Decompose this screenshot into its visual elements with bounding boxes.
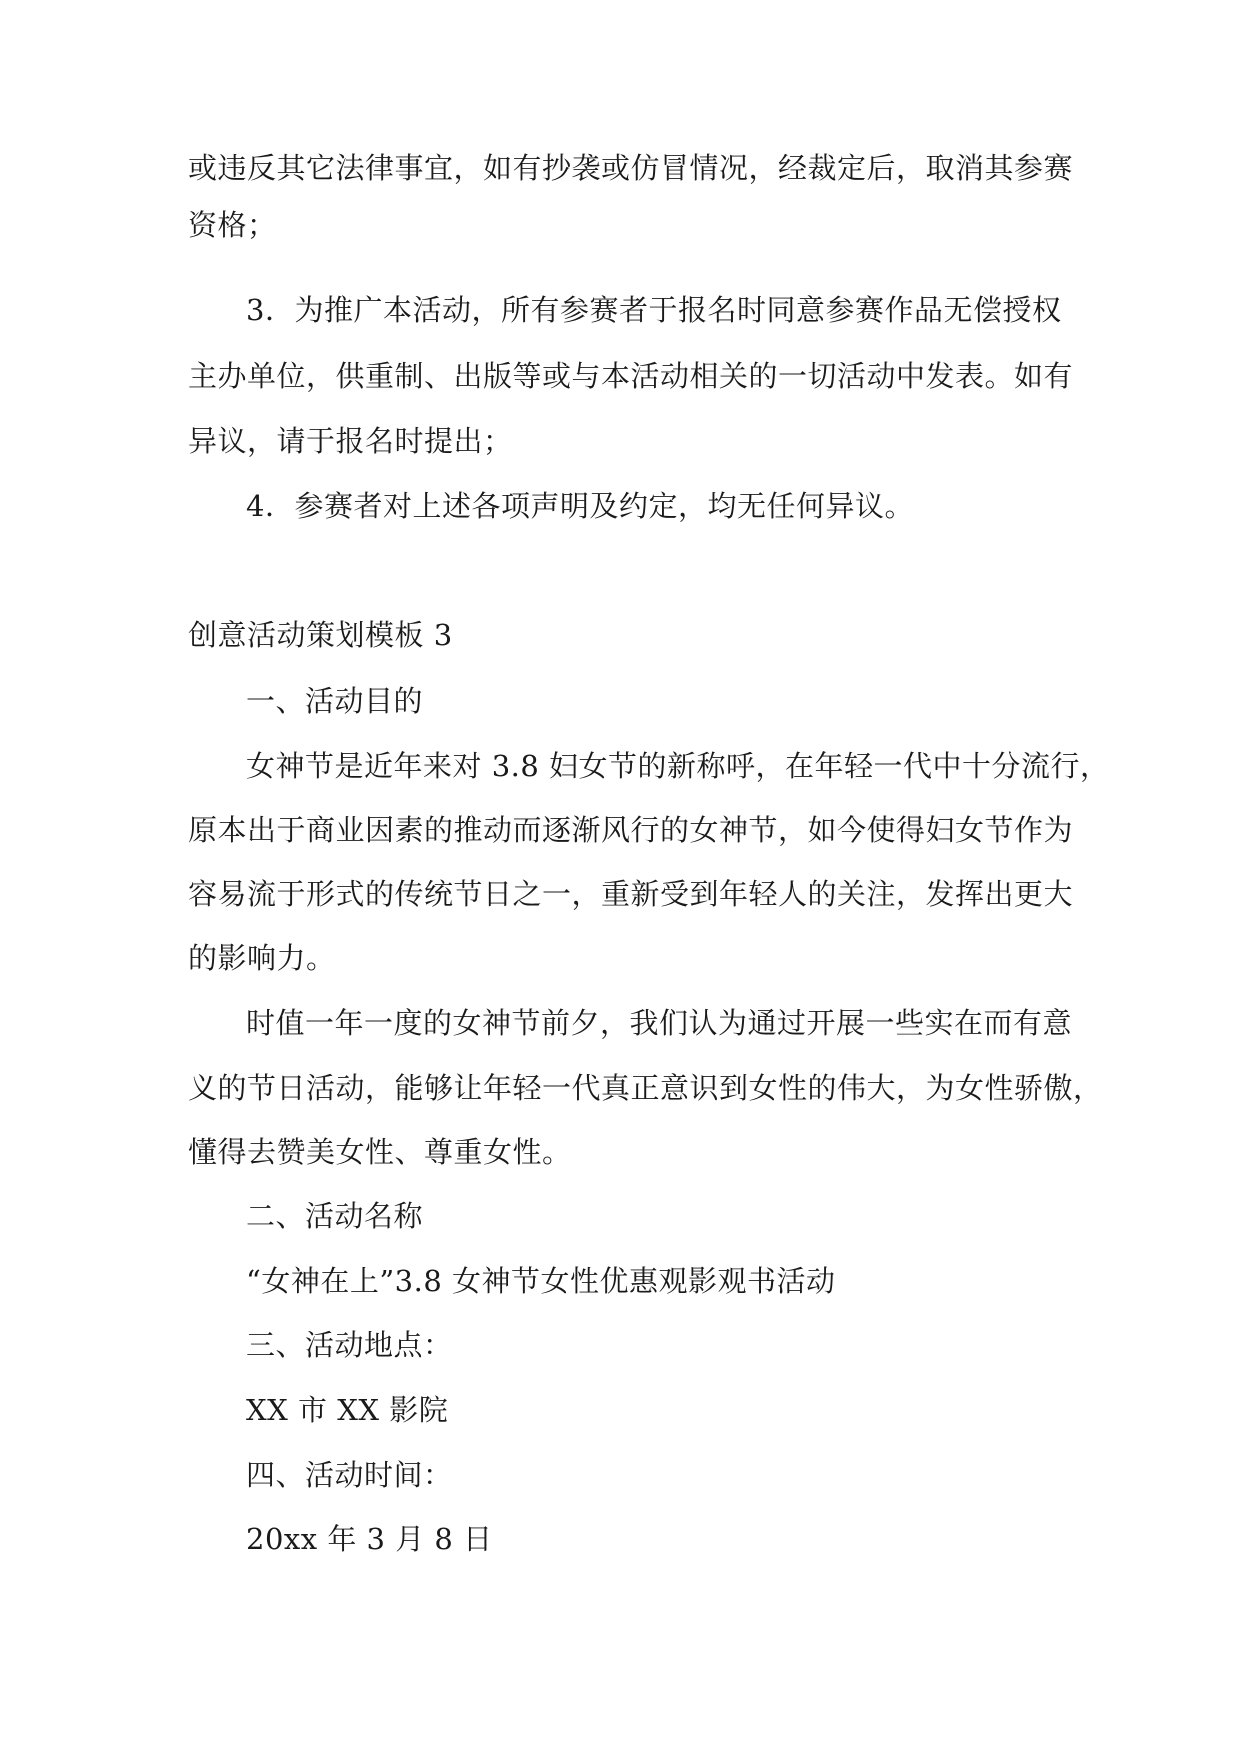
paragraph-line: 义的节日活动，能够让年轻一代真正意识到女性的伟大，为女性骄傲，	[188, 1071, 1103, 1105]
heading-name: 二、活动名称	[246, 1199, 424, 1233]
activity-name: “女神在上”3.8 女神节女性优惠观影观书活动	[246, 1264, 836, 1298]
section-title: 创意活动策划模板 3	[188, 618, 453, 652]
heading-location: 三、活动地点：	[246, 1328, 453, 1362]
paragraph-line: 主办单位，供重制、出版等或与本活动相关的一切活动中发表。如有	[188, 359, 1074, 393]
paragraph-line: 容易流于形式的传统节日之一，重新受到年轻人的关注，发挥出更大	[188, 877, 1074, 911]
paragraph-line: 的影响力。	[188, 941, 336, 975]
heading-time: 四、活动时间：	[246, 1458, 453, 1492]
activity-location: XX 市 XX 影院	[246, 1393, 449, 1427]
paragraph-line: 资格；	[188, 208, 277, 242]
heading-purpose: 一、活动目的	[246, 684, 424, 718]
paragraph-line: 懂得去赞美女性、尊重女性。	[188, 1135, 572, 1169]
paragraph-line: 原本出于商业因素的推动而逐渐风行的女神节，如今使得妇女节作为	[188, 813, 1074, 847]
list-item-4: 4．参赛者对上述各项声明及约定，均无任何异议。	[246, 489, 914, 523]
paragraph-line: 时值一年一度的女神节前夕，我们认为通过开展一些实在而有意	[246, 1006, 1073, 1040]
paragraph-line: 或违反其它法律事宜，如有抄袭或仿冒情况，经裁定后，取消其参赛	[188, 151, 1074, 185]
list-item-3: 3．为推广本活动，所有参赛者于报名时同意参赛作品无偿授权	[246, 293, 1062, 327]
paragraph-line: 女神节是近年来对 3.8 妇女节的新称呼，在年轻一代中十分流行，	[246, 749, 1110, 783]
activity-time: 20xx 年 3 月 8 日	[246, 1522, 493, 1556]
paragraph-line: 异议，请于报名时提出；	[188, 424, 513, 458]
